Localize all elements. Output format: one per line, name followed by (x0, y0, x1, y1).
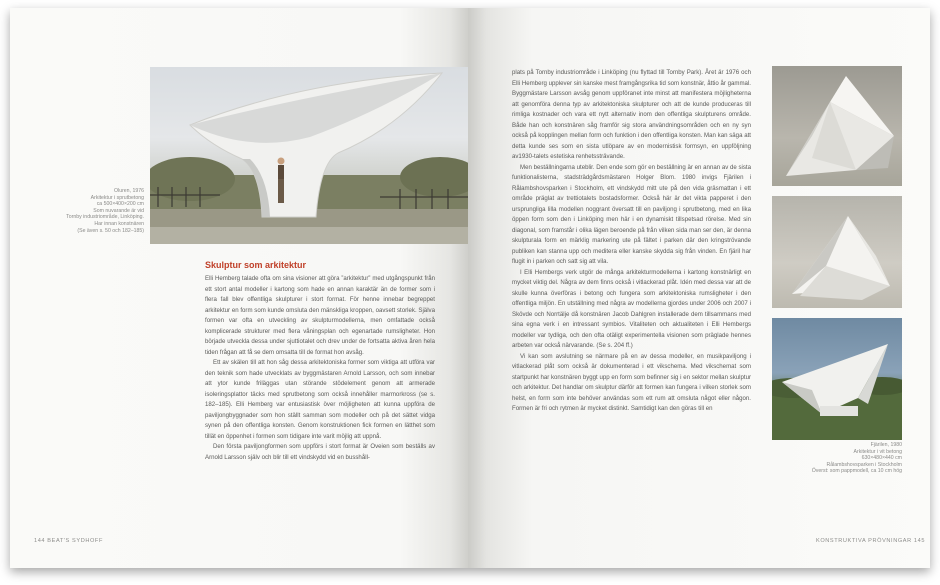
right-body-text (512, 68, 751, 415)
right-paragraph-1: plats på Tornby industriområde i Linköping (nu flyttad till Tornby Park). Året är 1976 och Elli Hemberg upplever sin kanske mest framgångsrika tid som konstnär, åttio år gammal. Byggmästare Larsson avsåg genom uppföranet inte minst att manifestera möjligheterna att genomföra denna typ av arkitektoniska skulpturer och att de kunde produceras till rimliga kostnader och vara ett nytt alternativ inom den offentliga skulpturens område. Både han och konstnären såg framför sig stora användningsområden och en ny syn också på kopplingen mellan form och funktion i den offentliga konsten. Man kan säga att detta kunde ses som en sista utlöpare av en modernistisk formsyn, en uppföljning av1930-talets estetiska renhetssträvande. (512, 69, 751, 160)
oluren-photo (150, 67, 468, 244)
left-page (10, 8, 468, 568)
butterfly-model-photo (772, 196, 902, 308)
left-footer: 144 BEAT'S SYDHOFF (34, 538, 103, 544)
right-footer: KONSTRUKTIVA PRÖVNINGAR 145 (816, 538, 926, 544)
left-paragraph-2: Ett av skälen till att hon såg dessa arkitektoniska former som viktiga att utföra var den teknik som hade utvecklats av byggmästaren Arnold Larsson, och som innebar att ytor kunde friläggas utan störande stödelement genom att armerade isoleringsplattor täcks med sprutbetong som också innehåller marmorkross (se s. 182–185). Elli Hemberg var entusiastisk över möjligheten att kunna uppföra de paviljongbyggnader som hon ställt samman som modeller och på det sättet vidga synen på den offentliga konsten. Genom konstruktionen fick formen en lätthet som tillät en öppenhet i formen som tidigare inte varit möjlig att uppnå. (205, 359, 435, 440)
left-body-text (205, 274, 435, 463)
left-paragraph-1: Elli Hemberg talade ofta om sina visioner att göra ”arkitektur” med utgångspunkt från ett stort antal modeller i kartong som hade en annan karaktär än de former som i flera fall blev offentliga skulpturer i stort format. För henne innebar begreppet arkitektur en form som kunde omsluta den mänskliga kroppen, oavsett storlek. Själva formen var ofta en utveckling av skulpturmodellerna, men omfattade också komplicerade strukturer med flera våningsplan och egenartade rumsligheter. Hon började utveckla dessa under sjuttiotalet och drev under de fortsatta aktiva åren hela tiden frågan att få se dem omsatta till de format hon avsåg. (205, 275, 435, 356)
left-paragraph-3: Den första paviljongformen som uppförs i stort format är Oveien som beställs av Arnold Larsson själv och blir till ett vindskydd vid en busshåll- (205, 443, 435, 461)
paper-model-photo (772, 66, 902, 186)
fjarilen-photo (772, 318, 902, 440)
section-heading: Skulptur som arkitektur (205, 260, 307, 270)
right-paragraph-2: Men beställningarna uteblir. Den ende som gör en beställning är en annan av de sista funktionalisterna, stadsträdgårdsmästaren Holger Blom. 1980 invigs Fjärilen i Rålambshovsparken i Stockholm, ett vindskydd mitt ute på den vida gräsmattan i ett område präglat av trettiotalets bostadsformer. Också här är det vikta papperet i den ursprungliga lilla modellen noggrant översatt till en paviljong i sprutbetong, med en lika öppen form som den i Linköping men här i en dynamiskt tillspetsad rörelse. Med sin diagonal, som framstår i olika lägen beroende på från vilken sida man ser den, är denna skulpturala form en märklig markering ute på fältet i parken där den kringströvande publiken kan stanna upp och meditera eller kanske skydda sig från vinden. En fjäril har flugit in i parken och satt sig att vila. (512, 163, 751, 265)
book-spread (10, 8, 930, 568)
fjarilen-caption: Fjärilen, 1980 Arkitektur i vit betong 630×480×440 cm Rålambshovsparken i Stockholm Överst: som pappmodell, ca 10 cm hög (811, 442, 902, 475)
oluren-caption: Oluren, 1976 Arkitektur i sprutbetong ca 500×400×200 cm Som nuvarande är vid Tornby industriområde, Linköping. Har innan konstnären (Se även s. 50 och 182–185) (66, 188, 144, 234)
right-page (468, 8, 930, 568)
right-paragraph-4: Vi kan som avslutning se närmare på en av dessa modeller, en musikpaviljong i vitlackerad plåt som också är dokumenterad i ett vikschema. Med vikschemat som startpunkt har konstnären byggt upp en form som befinner sig i en sektor mellan skulptur och arkitektur. Det handlar om skulptur därför att formen kan fungera i vilken storlek som helst, en form som inte behöver användas som ett rum att omsluta något eller någon. Formen är fri och rytmen är mycket distinkt. Samtidigt kan den göras till en (512, 352, 751, 412)
right-paragraph-3: I Elli Hembergs verk utgör de många arkitekturmodellerna i kartong konstnärligt en mycket viktig del. Några av dem finns också i vitlackerad plåt. Idén med dessa var att de skulle kunna överföras i betong och fungera som arkitektoniska rumsligheter i den offentliga miljön. En utställning med några av modellerna gjordes under 2006 och 2007 i Skövde och Norrtälje då konstnären Jacob Dahlgren installerade dem tillsammans med sina egna verk i en intressant symbios. Vitaliteten och aktualiteten i Elli Hembergs modeller var tydliga, och den ofta otäligt experimentella visionen som präglade hennes arbeten var också närvarande. (Se s. 204 ff.) (512, 268, 751, 349)
